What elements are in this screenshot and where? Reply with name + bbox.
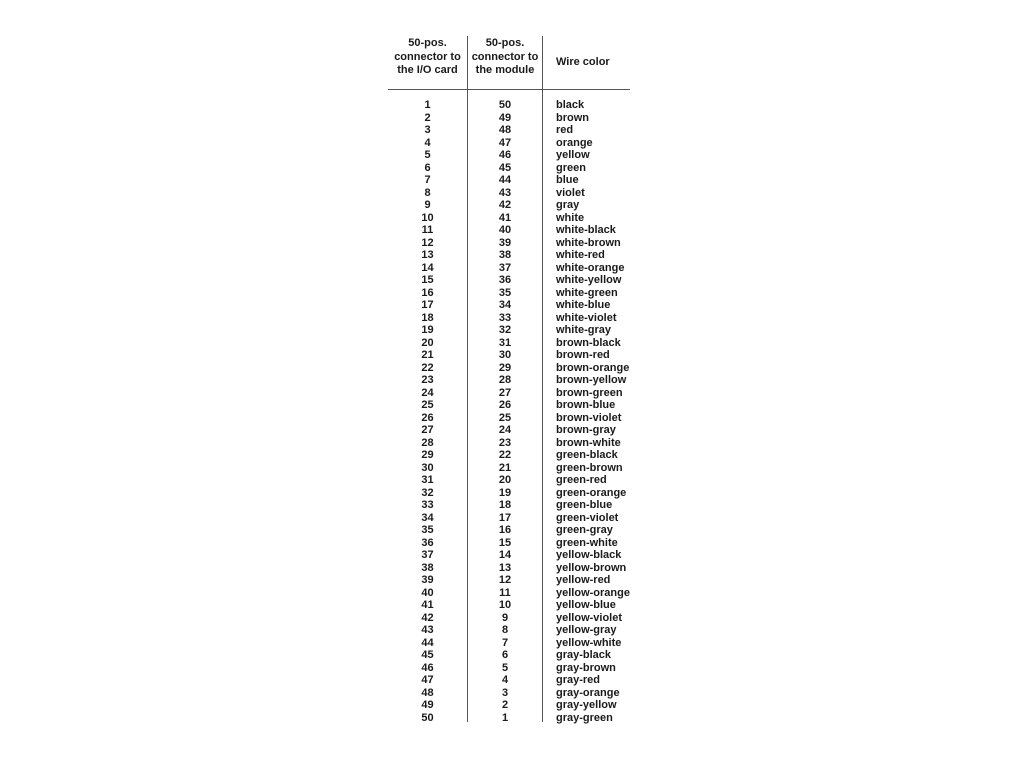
wire-color: gray-brown: [556, 661, 616, 674]
wire-color: black: [556, 99, 585, 111]
module-pin: 40: [498, 224, 512, 236]
wire-color: yellow-blue: [556, 599, 616, 611]
module-pin-column: [468, 99, 542, 724]
wire-color: gray-yellow: [556, 699, 617, 711]
module-pin: 24: [498, 424, 512, 436]
header-module-line1: 50-pos.: [485, 37, 525, 49]
io-card-pin: 29: [421, 449, 434, 461]
module-pin: 10: [498, 599, 512, 611]
wire-color: green-red: [556, 474, 607, 486]
io-card-pin: 9: [424, 199, 431, 211]
wire-color: brown-gray: [556, 424, 616, 436]
wire-color: gray-orange: [556, 686, 620, 699]
header-io-card-line2: connector to: [394, 50, 461, 63]
module-pin: 25: [498, 411, 512, 424]
wire-color: white-brown: [556, 236, 621, 249]
wire-color: green-gray: [556, 524, 613, 536]
io-card-pin: 33: [421, 499, 434, 511]
io-card-pin: 24: [421, 386, 434, 399]
wire-color: yellow-violet: [556, 611, 623, 624]
module-pin: 50: [498, 99, 512, 111]
module-pin: 15: [498, 536, 512, 549]
io-card-pin: 21: [421, 349, 434, 361]
wire-color: yellow-brown: [556, 561, 627, 574]
module-pin: 47: [498, 136, 512, 149]
io-card-pin: 12: [421, 236, 434, 249]
io-card-pin: 1: [424, 99, 431, 111]
module-pin: 30: [498, 349, 512, 361]
io-card-pin: 6: [424, 161, 431, 174]
module-pin: 31: [498, 336, 512, 349]
wire-color: brown-black: [556, 336, 621, 349]
module-pin: 4: [501, 674, 509, 686]
io-card-pin: 23: [421, 374, 434, 386]
header-io-card-line3: the I/O card: [397, 64, 458, 76]
io-card-pin: 13: [421, 249, 434, 261]
wire-color: green-violet: [556, 511, 619, 524]
module-pin: 5: [501, 661, 509, 674]
wire-color: yellow-red: [556, 574, 611, 586]
module-pin: 49: [498, 111, 512, 124]
header-module-line3: the module: [475, 64, 535, 76]
io-card-pin: 20: [421, 336, 434, 349]
module-pin: 7: [501, 636, 509, 649]
wire-color: brown-yellow: [556, 374, 627, 386]
wire-color: yellow-gray: [556, 624, 617, 636]
io-card-pin: 35: [421, 524, 434, 536]
module-pin: 26: [498, 399, 512, 411]
header-io-card-line1: 50-pos.: [408, 37, 447, 49]
io-card-pin: 48: [421, 686, 434, 699]
wire-color: white-green: [556, 286, 618, 299]
column-divider-2: [542, 36, 543, 722]
wire-color: violet: [556, 186, 585, 199]
module-pin: 33: [498, 311, 512, 324]
wire-color: green: [556, 161, 586, 174]
wire-color: orange: [556, 136, 593, 149]
wire-color: gray-red: [556, 674, 601, 686]
header-io-card: [388, 37, 467, 78]
io-card-pin: 38: [421, 561, 434, 574]
io-card-pin: 30: [421, 461, 434, 474]
wire-color: white-yellow: [556, 274, 622, 286]
io-card-pin: 11: [421, 224, 434, 236]
module-pin: 1: [501, 711, 509, 724]
wire-color: brown-green: [556, 386, 623, 399]
io-card-pin: 17: [421, 299, 434, 311]
io-card-pin: 32: [421, 486, 434, 499]
wire-color: brown-red: [556, 349, 610, 361]
wire-color: yellow-black: [556, 549, 622, 561]
io-card-pin: 25: [421, 399, 434, 411]
header-module: [468, 37, 542, 78]
module-pin: 17: [498, 511, 512, 524]
wire-color: gray-green: [556, 711, 613, 724]
io-card-pin: 14: [421, 261, 434, 274]
io-card-pin: 28: [421, 436, 434, 449]
wire-color: yellow: [556, 149, 590, 161]
io-card-pin: 27: [421, 424, 434, 436]
wire-color: green-blue: [556, 499, 613, 511]
io-card-pin: 39: [421, 574, 434, 586]
module-pin: 14: [498, 549, 512, 561]
module-pin: 2: [501, 699, 509, 711]
io-card-pin: 47: [421, 674, 434, 686]
wire-color: yellow-white: [556, 636, 622, 649]
module-pin: 3: [501, 686, 509, 699]
io-card-pin: 36: [421, 536, 434, 549]
wire-color: red: [556, 124, 574, 136]
io-card-pin: 46: [421, 661, 434, 674]
module-pin: 36: [498, 274, 512, 286]
header-wire-color: Wire color: [556, 56, 610, 68]
module-pin: 34: [498, 299, 512, 311]
io-card-pin: 22: [421, 361, 434, 374]
module-pin: 13: [498, 561, 512, 574]
module-pin: 46: [498, 149, 512, 161]
wire-color: white-red: [556, 249, 605, 261]
io-card-pin: 37: [421, 549, 434, 561]
header-rule: [388, 89, 630, 90]
io-card-pin: 5: [424, 149, 431, 161]
module-pin: 16: [498, 524, 512, 536]
io-card-pin: 7: [424, 174, 431, 186]
io-card-pin: 41: [421, 599, 434, 611]
module-pin: 38: [498, 249, 512, 261]
module-pin: 42: [498, 199, 512, 211]
module-pin: 18: [498, 499, 512, 511]
module-pin: 35: [498, 286, 512, 299]
module-pin: 44: [498, 174, 512, 186]
module-pin: 9: [501, 611, 509, 624]
module-pin: 32: [498, 324, 512, 336]
io-card-pin: 19: [421, 324, 434, 336]
wire-color: brown-orange: [556, 361, 630, 374]
io-card-pin: 3: [424, 124, 431, 136]
module-pin: 39: [498, 236, 512, 249]
module-pin: 27: [498, 386, 512, 399]
io-card-pin: 26: [421, 411, 434, 424]
wire-color: green-white: [556, 536, 618, 549]
io-card-pin: 18: [421, 311, 434, 324]
io-card-pin: 50: [421, 711, 434, 724]
io-card-pin: 34: [421, 511, 434, 524]
module-pin: 6: [501, 649, 509, 661]
io-card-pin: 49: [421, 699, 434, 711]
wire-color: green-orange: [556, 486, 627, 499]
wire-color: brown-white: [556, 436, 621, 449]
wire-color: white-orange: [556, 261, 625, 274]
io-card-pin-column: [388, 99, 467, 724]
wire-color-column: [556, 99, 656, 724]
wire-color: white-black: [556, 224, 616, 236]
module-pin: 43: [498, 186, 512, 199]
module-pin: 23: [498, 436, 512, 449]
io-card-pin: 15: [421, 274, 434, 286]
module-pin: 11: [499, 586, 511, 599]
io-card-pin: 4: [424, 136, 431, 149]
io-card-pin: 31: [421, 474, 434, 486]
io-card-pin: 16: [421, 286, 434, 299]
io-card-pin: 8: [424, 186, 431, 199]
io-card-pin: 40: [421, 586, 434, 599]
module-pin: 41: [498, 211, 512, 224]
wire-color: brown-blue: [556, 399, 616, 411]
io-card-pin: 44: [421, 636, 434, 649]
module-pin: 12: [498, 574, 512, 586]
io-card-pin: 2: [424, 111, 431, 124]
wire-color: brown-violet: [556, 411, 622, 424]
wire-color: gray-black: [556, 649, 612, 661]
module-pin: 28: [498, 374, 512, 386]
wire-color: white-violet: [556, 311, 617, 324]
module-pin: 29: [498, 361, 512, 374]
module-pin: 48: [498, 124, 512, 136]
module-pin: 19: [498, 486, 512, 499]
io-card-pin: 10: [421, 211, 434, 224]
module-pin: 37: [498, 261, 512, 274]
wire-color: green-black: [556, 449, 618, 461]
module-pin: 8: [501, 624, 509, 636]
module-pin: 21: [498, 461, 512, 474]
module-pin: 22: [498, 449, 512, 461]
io-card-pin: 42: [421, 611, 434, 624]
io-card-pin: 43: [421, 624, 434, 636]
wire-color: brown: [556, 111, 589, 124]
wire-color: green-brown: [556, 461, 623, 474]
io-card-pin: 45: [421, 649, 434, 661]
wire-color: yellow-orange: [556, 586, 630, 599]
wire-color: blue: [556, 174, 579, 186]
module-pin: 20: [498, 474, 512, 486]
wire-color: white-blue: [556, 299, 611, 311]
wire-color: white: [556, 211, 585, 224]
header-module-line2: connector to: [471, 50, 539, 63]
module-pin: 45: [498, 161, 512, 174]
wire-color: gray: [556, 199, 580, 211]
wire-color: white-gray: [556, 324, 612, 336]
